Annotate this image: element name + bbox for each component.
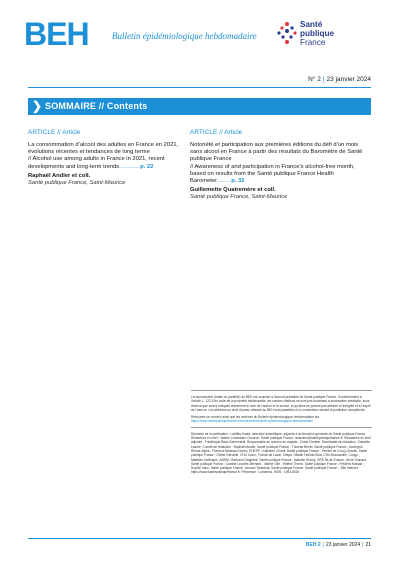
article-english-text: // Alcohol use among adults in France in 2021, recent developments and long-term trends bbox=[28, 156, 165, 170]
summary-title: SOMMAIRE // Contents bbox=[45, 101, 148, 111]
editorial-board bbox=[191, 427, 372, 475]
summary-banner bbox=[28, 98, 371, 115]
article-english-title: // Awareness of and participation in France’s alcohol-free month, based on results from the Santé publique France Health Barometer.........p. 32 bbox=[190, 163, 355, 185]
masthead bbox=[0, 0, 400, 62]
sp-line1: Santé bbox=[300, 20, 323, 29]
article-affiliation: Santé publique France, Saint-Maurice bbox=[28, 179, 126, 186]
footer-page: 21 bbox=[365, 542, 371, 548]
editorial-text: Directeur de la publication : Laëtitia Huiart, directrice scientifique, adjointe à la directrice générale de Santé publique France. Rédactrice en chef : Valérie Colombani-Cocuron, Santé publique France, redaction@santepubliquefrance.fr. Rédactrice en chef adjointe : Frédérique Biton-Debernardi. Responsable du numéro en anglais : Chloé Chester. Secrétariat de rédaction : Danielle Lazure. Comité de rédaction : Raphaël Andler, Santé publique France ; Thomas Bénet, Santé publique France ; Auvergne-Rhône-Alpes ; Florence Bodeau-Livinec, EHESP ; Kathleen Chami, Santé publique France ; Perrine de Crouy-Chanel, Santé publique France ; Olivier Deruelle, CHU Caen ; Franck de Laval, Cespa ; Martin Herbas Ekat, CHU Brazzaville, Congo ; Matthieu Hoffmann, ANSM ; Bertrand Gagnière, Santé publique France ; Isabelle Grémy, ORS Île-de-France ; Anne Guinard, Santé publique France ; Camille Lecoffre-Bernard ; Valérie Olié ; Hélène Therre, Santé publique France ; Frédéric Moisan ; Sophie Vaux, Santé publique France ; Arnaud Tarantola, Santé publique France. Santé publique France – Site Internet : https://www.santepubliquefrance.fr. Prépresse : Luminess. ISSN : 1953-8030 bbox=[191, 431, 371, 475]
article-entry-2[interactable] bbox=[190, 129, 372, 201]
sante-publique-france-mark-icon bbox=[276, 21, 298, 45]
article-english-text: // Awareness of and participation in France’s alcohol-free month, based on results from the Santé publique France Health Barometer bbox=[190, 163, 355, 185]
archives-intro: Retrouvez ce numéro ainsi que les archives du Bulletin épidémiologique hebdomadaire sur bbox=[191, 415, 320, 420]
chevron-right-icon: ❯ bbox=[32, 99, 43, 113]
issue-number: N° 2 bbox=[308, 76, 321, 83]
article-label: ARTICLE // Article bbox=[28, 129, 81, 136]
article-entry-1[interactable] bbox=[28, 129, 193, 187]
issue-date: 23 janvier 2024 bbox=[326, 76, 371, 83]
footer-date: 23 janvier 2024 bbox=[325, 542, 361, 548]
sp-line2: publique bbox=[300, 29, 335, 38]
issue-info: N° 2 | 23 janvier 2024 bbox=[308, 76, 371, 83]
article-title[interactable]: Notoriété et participation aux premières éditions du défi d’un mois sans alcool en France à partir des résultats du Baromètre de Santé publique France bbox=[190, 142, 363, 163]
article-author: Raphaël Andler et coll. bbox=[28, 172, 91, 179]
header-rule bbox=[28, 87, 371, 88]
archives-notice bbox=[191, 415, 372, 424]
footer-info: BEH 2 | 23 janvier 2024 | 21 bbox=[305, 542, 371, 548]
sante-publique-france-wordmark bbox=[300, 20, 334, 47]
beh-logo: BEH bbox=[24, 16, 89, 52]
page-footer bbox=[28, 538, 371, 550]
sp-line3: France bbox=[300, 38, 326, 47]
article-english-title: // Alcohol use among adults in France in 2021, recent developments and long-term trends.............p. 22 bbox=[28, 156, 165, 170]
reproduction-notice: La reproduction (totale ou partielle) du BEH est soumise à l’accord préalable de Santé publique France. Conformément à l’article L. 122-5 du code de la propriété intellectuelle, les courtes citations ne sont pas soumises à autorisation préalable, sous réserve que soient indiqués clairement le nom de l’auteur et la source, et qu’elles ne portent pas atteinte à l’intégrité et à l’esprit de l’oeuvre. Les atteintes au droit d’auteur attaché au BEH sont passibles d’un contentieux devant la juridiction compétente. bbox=[191, 395, 371, 412]
legal-notice bbox=[191, 390, 372, 475]
article-affiliation: Santé publique France, Saint-Maurice bbox=[190, 194, 288, 201]
article-label: ARTICLE // Article bbox=[190, 129, 243, 136]
footer-journal: BEH 2 bbox=[305, 542, 321, 548]
footer-rule bbox=[28, 538, 371, 539]
journal-subtitle: Bulletin épidémiologique hebdomadaire bbox=[112, 31, 257, 41]
sante-publique-france-logo bbox=[276, 19, 356, 49]
article-author: Guillemette Quatremère et coll. bbox=[190, 187, 276, 194]
article-page[interactable]: p. 32 bbox=[231, 178, 245, 185]
article-page[interactable]: p. 22 bbox=[140, 163, 154, 170]
article-title[interactable]: La consommation d’alcool des adultes en France en 2021, évolutions récentes et tendances de long terme bbox=[28, 142, 179, 156]
archives-link[interactable]: https://www.santepubliquefrance.fr/revues/beh/bulletin-epidemiologique-hebdomadaire bbox=[191, 419, 314, 424]
